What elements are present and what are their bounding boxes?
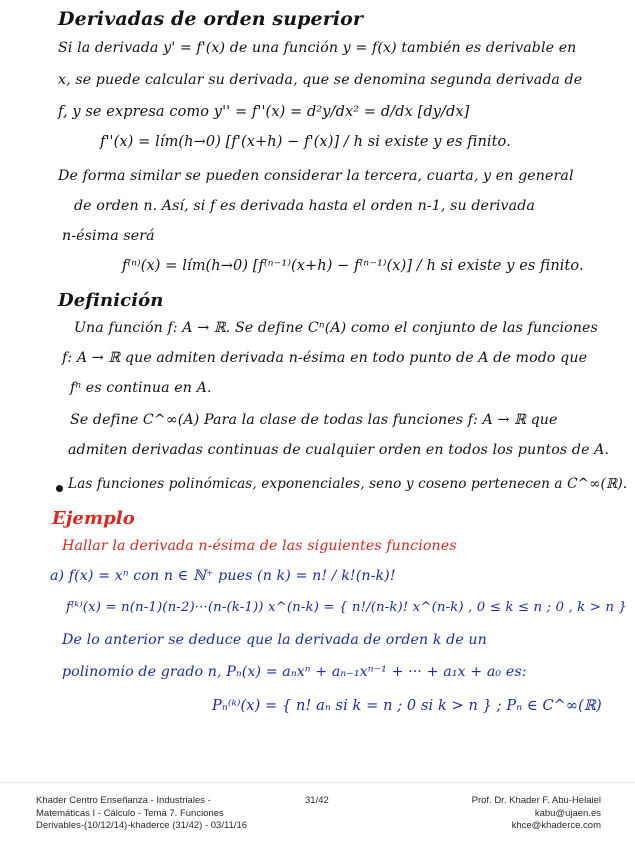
text-line-1: Si la derivada y' = f'(x) de una función y = f(x) también es derivable en [58,40,577,56]
page-footer [0,782,635,848]
text-line-6: de orden n. Así, si f es derivada hasta el orden n-1, su derivada [74,198,535,214]
footer-institution: Khader Centro Enseñanza - Industriales - [36,795,211,806]
footer-course: Matemáticas I - Cálculo - Tema 7. Funciones [36,807,224,819]
second-derivative-limit: f''(x) = lím(h→0) [f'(x+h) − f'(x)] / h si existe y es finito. [100,134,511,150]
footer-email-2: khce@khaderce.com [511,820,601,831]
example-instruction: Hallar la derivada n-ésima de las siguientes funciones [62,538,457,554]
definition-line-2: f: A → ℝ que admiten derivada n-ésima en todo punto de A de modo que [62,350,588,366]
definition-line-3: fⁿ es continua en A. [70,380,212,396]
definition-heading: Definición [58,290,164,311]
definition-line-6: Las funciones polinómicas, exponenciales, seno y coseno pertenecen a C^∞(ℝ). [68,476,628,492]
example-line-2: f⁽ᵏ⁾(x) = n(n-1)(n-2)···(n-(k-1)) x^(n-k) = { n!/(n-k)! x^(n-k) , 0 ≤ k ≤ n ; 0 , k > n } [66,600,628,615]
text-line-5: De forma similar se pueden considerar la tercera, cuarta, y en general [58,168,574,184]
footer-right [472,795,601,833]
definition-line-1: Una función f: A → ℝ. Se define Cⁿ(A) como el conjunto de las funciones [74,320,598,336]
definition-line-5: admiten derivadas continuas de cualquier orden en todos los puntos de A. [68,442,610,458]
example-line-1: a) f(x) = xⁿ con n ∈ ℕ⁺ pues (n k) = n! / k!(n-k)! [50,568,396,584]
example-line-3: De lo anterior se deduce que la derivada de orden k de un [62,632,487,648]
nth-derivative-limit: f⁽ⁿ⁾(x) = lím(h→0) [f⁽ⁿ⁻¹⁾(x+h) − f⁽ⁿ⁻¹⁾(x)] / h si existe y es finito. [122,258,584,274]
text-line-7: n-ésima será [62,228,155,244]
example-line-4: polinomio de grado n, Pₙ(x) = aₙxⁿ + aₙ₋₁xⁿ⁻¹ + ··· + a₁x + a₀ es: [62,664,527,680]
bullet-icon [56,485,63,492]
example-line-5: Pₙ⁽ᵏ⁾(x) = { n! aₙ si k = n ; 0 si k > n } ; Pₙ ∈ C^∞(ℝ) [212,698,602,714]
footer-author: Prof. Dr. Khader F. Abu-Helaiel [471,795,601,806]
footer-page-number: 31/42 [305,795,329,806]
footer-left [36,795,247,833]
definition-line-4: Se define C^∞(A) Para la clase de todas las funciones f: A → ℝ que [70,412,558,428]
footer-document: Derivables-(10/12/14)-khaderce (31/42) - 03/11/16 [36,820,248,831]
example-heading: Ejemplo [52,508,135,529]
page-title: Derivadas de orden superior [58,8,364,30]
footer-email-1: kabu@ujaen.es [534,807,601,819]
second-derivative-notation: f, y se expresa como y'' = f''(x) = d²y/dx² = d/dx [dy/dx] [58,104,470,120]
text-line-2: x, se puede calcular su derivada, que se denomina segunda derivada de [58,72,583,88]
